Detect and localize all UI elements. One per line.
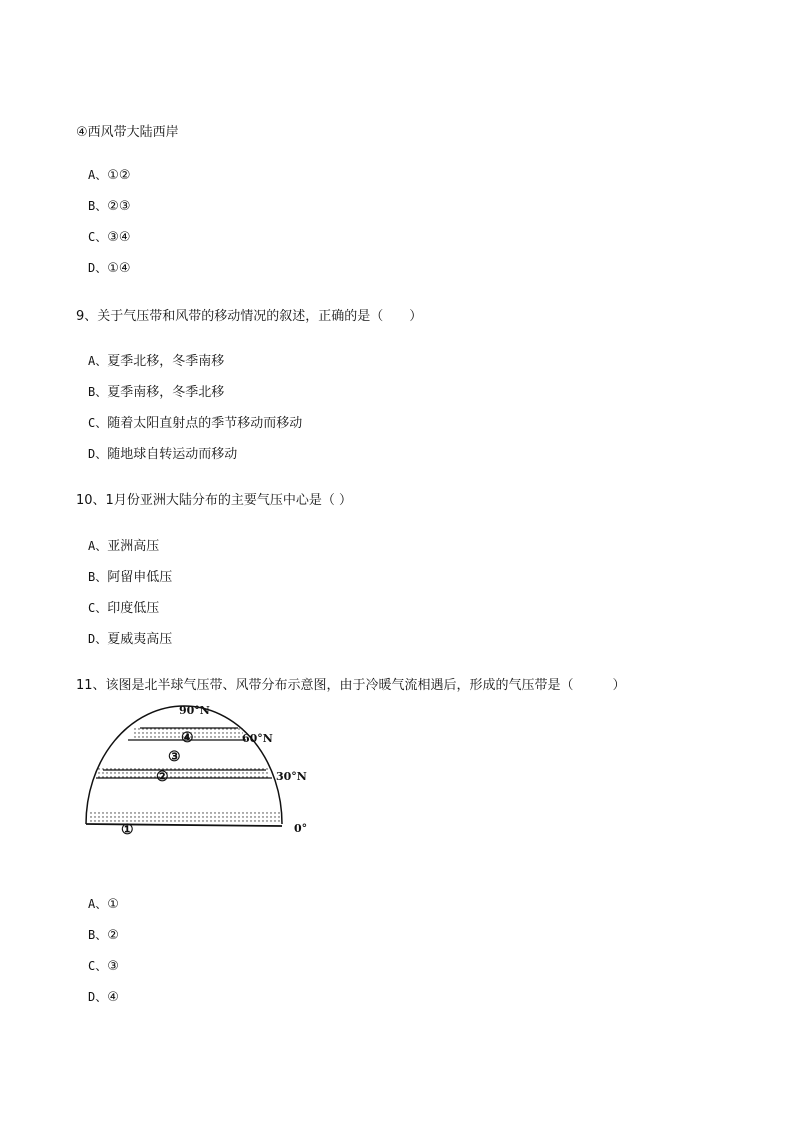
option-text: 印度低压 [107,601,160,616]
hemisphere-outline [86,706,282,824]
q11-option-b[interactable] [88,926,119,943]
option-letter: B、 [88,928,108,942]
option-text: ①② [107,168,131,183]
option-text: ③④ [107,230,131,245]
option-text: ①④ [107,261,131,276]
question-line-top: ④西风带大陆西岸 [76,125,179,140]
option-text: ① [107,897,119,912]
mark-4: ④ [181,730,194,746]
option-letter: B、 [88,570,108,584]
option-text: ②③ [107,199,131,214]
option-text: ③ [107,959,119,974]
label-90n: 90°N [179,704,210,717]
option-letter: A、 [88,354,108,368]
mark-2: ② [156,769,169,785]
option-letter: B、 [88,385,108,399]
option-letter: A、 [88,168,108,182]
label-30n: 30°N [276,770,307,783]
q9-option-d[interactable] [88,443,237,462]
label-60n: 60°N [242,732,273,745]
q8-option-c[interactable] [88,228,131,245]
q11-option-d[interactable] [88,988,119,1005]
option-letter: A、 [88,539,108,553]
q11-option-c[interactable] [88,957,119,974]
q9-option-a[interactable] [88,350,224,369]
option-text: 夏威夷高压 [107,632,173,647]
q10-option-d[interactable] [88,628,172,647]
option-letter: B、 [88,199,108,213]
belt-0-dots [88,812,280,823]
q8-option-d[interactable] [88,259,131,276]
equator-line [86,824,282,826]
option-letter: C、 [88,230,108,244]
option-letter: C、 [88,601,108,615]
q8-option-a[interactable] [88,166,131,183]
option-letter: C、 [88,959,108,973]
q10-option-c[interactable] [88,597,159,616]
option-letter: C、 [88,416,108,430]
option-text: 夏季南移，冬季北移 [107,385,225,400]
pressure-belt-diagram [78,700,328,850]
option-text: 随地球自转运动而移动 [107,447,238,462]
q9-stem: 9、关于气压带和风带的移动情况的叙述，正确的是（ ） [76,309,423,324]
q9-option-c[interactable] [88,412,302,431]
mark-1: ① [121,822,134,838]
q10-option-a[interactable] [88,535,159,554]
q11-stem: 11、该图是北半球气压带、风带分布示意图，由于冷暖气流相遇后，形成的气压带是（ ） [76,678,626,693]
option-letter: D、 [88,990,108,1004]
option-text: ④ [107,990,119,1005]
q10-stem: 10、1月份亚洲大陆分布的主要气压中心是（ ） [76,493,352,508]
option-text: 亚洲高压 [107,539,160,554]
mark-3: ③ [168,749,181,765]
q11-option-a[interactable] [88,895,119,912]
option-letter: D、 [88,447,108,461]
option-text: 随着太阳直射点的季节移动而移动 [107,416,303,431]
option-text: 阿留申低压 [107,570,173,585]
q9-option-b[interactable] [88,381,224,400]
option-text: ② [107,928,119,943]
label-0: 0° [294,822,308,835]
q8-option-b[interactable] [88,197,131,214]
option-letter: D、 [88,632,108,646]
option-letter: A、 [88,897,108,911]
option-letter: D、 [88,261,108,275]
q10-option-b[interactable] [88,566,172,585]
option-text: 夏季北移，冬季南移 [107,354,225,369]
